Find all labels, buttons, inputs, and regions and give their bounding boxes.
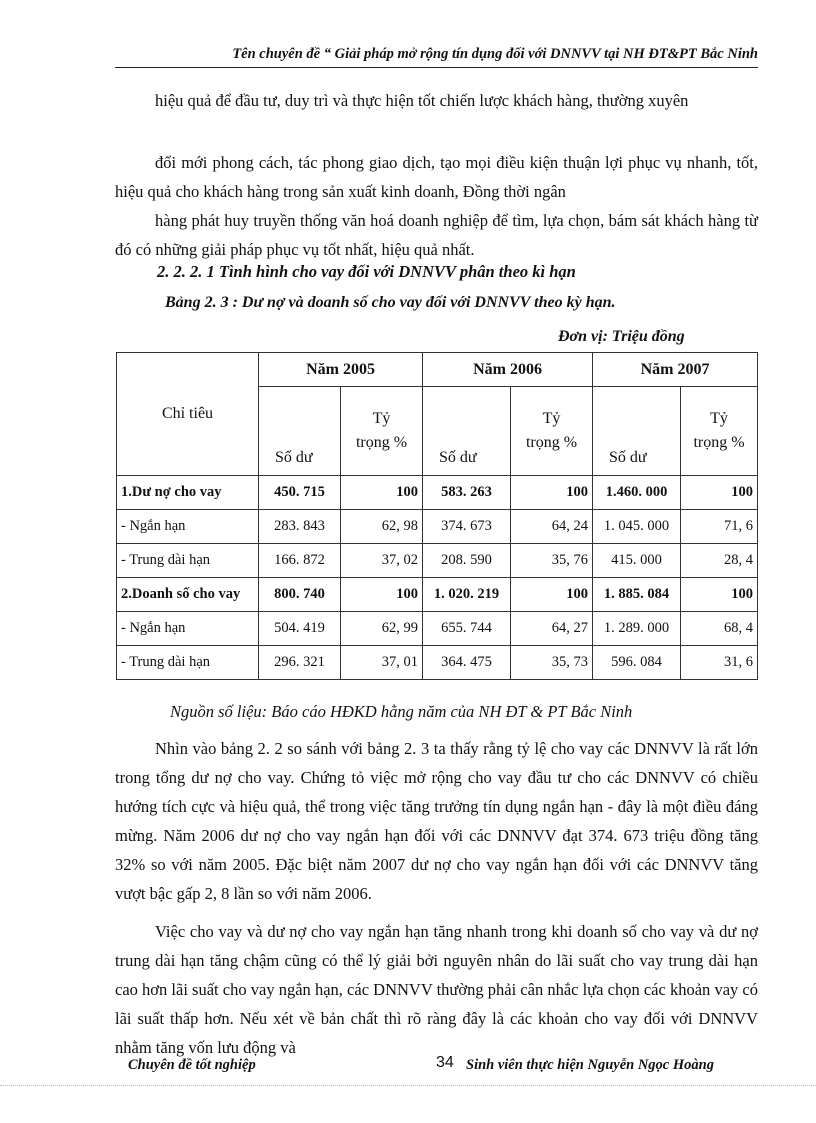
row-label: 1.Dư nợ cho vay (117, 476, 259, 510)
subheader-balance: Số dư (593, 387, 681, 476)
analysis-paragraph-1: Nhìn vào bảng 2. 2 so sánh với bảng 2. 3 ta thấy rằng tỷ lệ cho vay các DNNVV là rất lớn trong tổng dư nợ cho vay. Chứng tỏ việc mở rộng cho vay đầu tư cho các DNNVV có chiều hướng tích cực và hiệu quả, thể trong việc tăng trưởng tín dụng ngắn hạn - đây là một điều đáng mừng. Năm 2006 dư nợ cho vay ngắn hạn đối với các DNNVV đạt 374. 673 triệu đồng tăng 32% so với năm 2005. Đặc biệt năm 2007 dư nợ cho vay ngắn hạn đối với các DNNVV tăng vượt bậc gấp 2, 8 lần so với năm 2006. (115, 739, 758, 903)
page-header-title: Tên chuyên đề “ Giải pháp mở rộng tín dụng đối với DNNVV tại NH ĐT&PT Bắc Ninh (232, 46, 758, 62)
balance-cell: 1. 885. 084 (593, 578, 681, 612)
share-cell: 71, 6 (681, 510, 758, 544)
share-cell: 62, 99 (341, 612, 423, 646)
subheader-share: Tỷ trọng % (341, 387, 423, 476)
balance-cell: 364. 475 (423, 646, 511, 680)
share-cell: 28, 4 (681, 544, 758, 578)
share-cell: 35, 76 (511, 544, 593, 578)
balance-cell: 415. 000 (593, 544, 681, 578)
year-header-2006: Năm 2006 (423, 353, 593, 387)
share-cell: 37, 02 (341, 544, 423, 578)
share-cell: 35, 73 (511, 646, 593, 680)
table-row (117, 510, 758, 544)
paragraph-1: hiệu quả để đầu tư, duy trì và thực hiện tốt chiến lược khách hàng, thường xuyên (155, 91, 689, 110)
share-cell: 31, 6 (681, 646, 758, 680)
table-body (117, 476, 758, 680)
balance-cell: 208. 590 (423, 544, 511, 578)
footer-right-label: Sinh viên thực hiện Nguyễn Ngọc Hoàng (466, 1057, 714, 1073)
share-cell: 100 (341, 578, 423, 612)
balance-cell: 583. 263 (423, 476, 511, 510)
balance-cell: 1. 045. 000 (593, 510, 681, 544)
share-cell: 100 (681, 578, 758, 612)
row-label: - Trung dài hạn (117, 646, 259, 680)
balance-cell: 596. 084 (593, 646, 681, 680)
balance-cell: 283. 843 (259, 510, 341, 544)
footer-left-label: Chuyên đề tốt nghiệp (128, 1057, 256, 1073)
share-cell: 100 (341, 476, 423, 510)
table-row (117, 476, 758, 510)
table-row (117, 544, 758, 578)
column-label-chi-tieu: Chỉ tiêu (117, 353, 259, 476)
year-header-2007: Năm 2007 (593, 353, 758, 387)
balance-cell: 1. 289. 000 (593, 612, 681, 646)
year-header-2005: Năm 2005 (259, 353, 423, 387)
header-divider (115, 67, 758, 68)
share-cell: 62, 98 (341, 510, 423, 544)
balance-cell: 1.460. 000 (593, 476, 681, 510)
paragraph-3: hàng phát huy truyền thống văn hoá doanh nghiệp để tìm, lựa chọn, bám sát khách hàng từ đó có những giải pháp phục vụ tốt nhất, hiệu quả nhất. (115, 211, 758, 259)
table-caption: Bảng 2. 3 : Dư nợ và doanh số cho vay đối với DNNVV theo kỳ hạn. (165, 294, 616, 311)
subheader-share: Tỷ trọng % (681, 387, 758, 476)
subheader-balance: Số dư (259, 387, 341, 476)
analysis-paragraph-2: Việc cho vay và dư nợ cho vay ngắn hạn tăng nhanh trong khi doanh số cho vay và dư nợ trung dài hạn tăng chậm cũng có thể lý giải bởi nguyên nhân do lãi suất cho vay trung dài hạn cao hơn lãi suất cho vay ngắn hạn, các DNNVV thường phải cân nhắc lựa chọn các khoản vay có lãi suất thấp hơn. Nếu xét về bản chất thì rõ ràng đây là các khoản cho vay đối với DNNVV nhằm tăng vốn lưu động và (115, 922, 758, 1057)
page-number: 34 (436, 1054, 454, 1071)
row-label: 2.Doanh số cho vay (117, 578, 259, 612)
balance-cell: 374. 673 (423, 510, 511, 544)
balance-cell: 450. 715 (259, 476, 341, 510)
balance-cell: 1. 020. 219 (423, 578, 511, 612)
balance-cell: 655. 744 (423, 612, 511, 646)
footer-divider (0, 1085, 816, 1086)
balance-cell: 296. 321 (259, 646, 341, 680)
balance-cell: 800. 740 (259, 578, 341, 612)
row-label: - Ngắn hạn (117, 510, 259, 544)
row-label: - Trung dài hạn (117, 544, 259, 578)
unit-label: Đơn vị: Triệu đồng (558, 328, 685, 345)
share-cell: 100 (511, 476, 593, 510)
table-header-row (117, 353, 758, 387)
row-label: - Ngắn hạn (117, 612, 259, 646)
subheader-balance: Số dư (423, 387, 511, 476)
data-source-note: Nguồn số liệu: Báo cáo HĐKD hằng năm của NH ĐT & PT Bắc Ninh (170, 702, 633, 721)
table-row (117, 578, 758, 612)
paragraph-2: đổi mới phong cách, tác phong giao dịch, tạo mọi điều kiện thuận lợi phục vụ nhanh, tốt, hiệu quả cho khách hàng trong sản xuất kinh doanh, Đồng thời ngân (115, 153, 758, 201)
section-heading: 2. 2. 2. 1 Tình hình cho vay đối với DNNVV phân theo kì hạn (157, 262, 576, 281)
subheader-share: Tỷ trọng % (511, 387, 593, 476)
table-row (117, 646, 758, 680)
share-cell: 100 (681, 476, 758, 510)
share-cell: 100 (511, 578, 593, 612)
share-cell: 68, 4 (681, 612, 758, 646)
balance-cell: 166. 872 (259, 544, 341, 578)
share-cell: 64, 24 (511, 510, 593, 544)
table-row (117, 612, 758, 646)
loan-table (116, 352, 758, 680)
share-cell: 64, 27 (511, 612, 593, 646)
balance-cell: 504. 419 (259, 612, 341, 646)
share-cell: 37, 01 (341, 646, 423, 680)
